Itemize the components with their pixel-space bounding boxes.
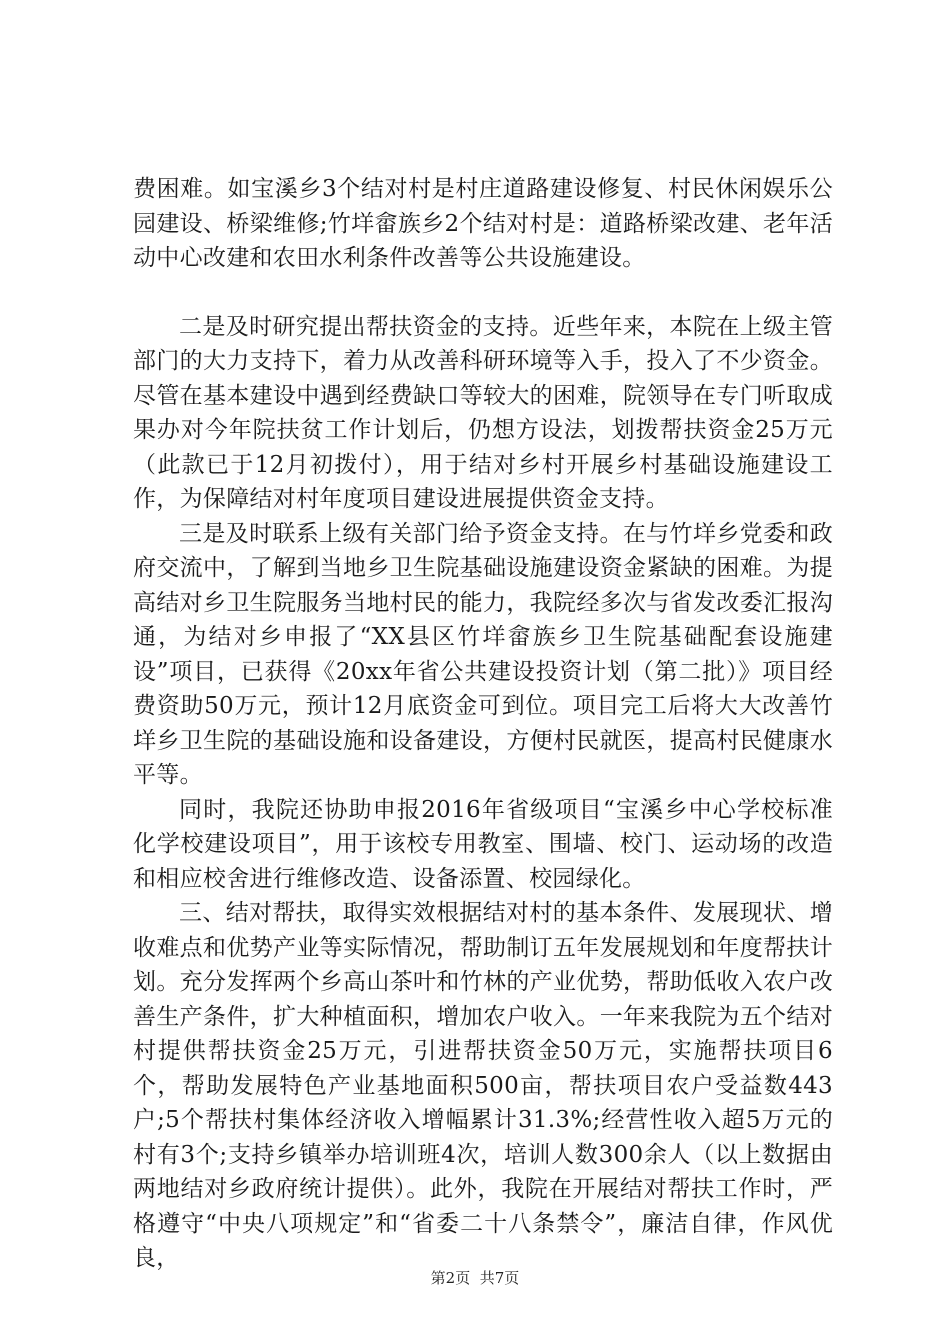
- paragraph-funding-support: 二是及时研究提出帮扶资金的支持。近些年来，本院在上级主管部门的大力支持下，着力从改善科研环境等入手，投入了不少资金。尽管在基本建设中遇到经费缺口等较大的困难，院领导在专门听取成果办对今年院扶贫工作计划后，仍想方设法，划拨帮扶资金25万元（此款已于12月初拨付），用于结对乡村开展乡村基础设施建设工作，为保障结对村年度项目建设进展提供资金支持。: [133, 313, 833, 512]
- paragraph-gap: [133, 276, 833, 310]
- page-total: 共7页: [479, 1269, 520, 1287]
- page-footer: [0, 1268, 950, 1288]
- document-body: [133, 172, 833, 1276]
- page-number: 第2页: [430, 1269, 471, 1287]
- paragraph-pairing-results: 三、结对帮扶，取得实效根据结对村的基本条件、发展现状、增收难点和优势产业等实际情况，帮助制订五年发展规划和年度帮扶计划。充分发挥两个乡高山茶叶和竹林的产业优势，帮助低收入农户改善生产条件，扩大种植面积，增加农户收入。一年来我院为五个结对村提供帮扶资金25万元，引进帮扶资金50万元，实施帮扶项目6个，帮助发展特色产业基地面积500亩，帮扶项目农户受益数443户;5个帮扶村集体经济收入增幅累计31.3%;经营性收入超5万元的村有3个;支持乡镇举办培训班4次，培训人数300余人（以上数据由两地结对乡政府统计提供）。此外，我院在开展结对帮扶工作时，严格遵守“中央八项规定”和“省委二十八条禁令”，廉洁自律，作风优良，: [133, 900, 833, 1271]
- paragraph-continuation: 费困难。如宝溪乡3个结对村是村庄道路建设修复、村民休闲娱乐公园建设、桥梁维修;竹垟畲族乡2个结对村是：道路桥梁改建、老年活动中心改建和农田水利条件改善等公共设施建设。: [133, 176, 833, 271]
- paragraph-higher-authority-support: 三是及时联系上级有关部门给予资金支持。在与竹垟乡党委和政府交流中，了解到当地乡卫生院基础设施建设资金紧缺的困难。为提高结对乡卫生院服务当地村民的能力，我院经多次与省发改委汇报沟通，为结对乡申报了“XX县区竹垟畲族乡卫生院基础配套设施建设”项目，已获得《20xx年省公共建设投资计划（第二批）》项目经费资助50万元，预计12月底资金可到位。项目完工后将大大改善竹垟乡卫生院的基础设施和设备建设，方便村民就医，提高村民健康水平等。: [133, 520, 833, 788]
- paragraph-school-project: 同时，我院还协助申报2016年省级项目“宝溪乡中心学校标准化学校建设项目”，用于该校专用教室、围墙、校门、运动场的改造和相应校舍进行维修改造、设备添置、校园绿化。: [133, 796, 833, 892]
